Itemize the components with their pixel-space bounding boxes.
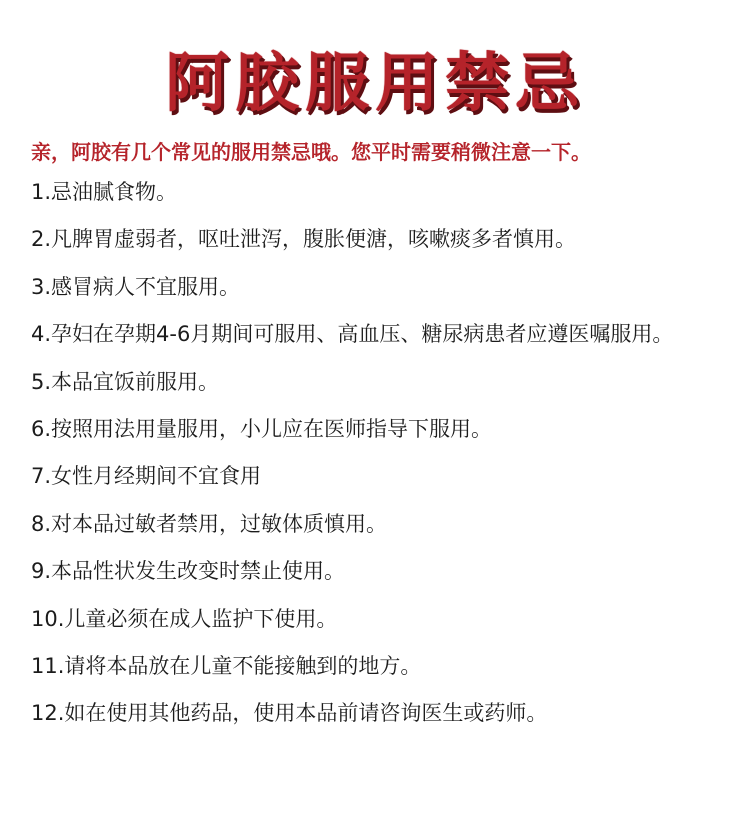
intro-note: 亲，阿胶有几个常见的服用禁忌哦。您平时需要稍微注意一下。 bbox=[31, 140, 591, 164]
rule-item: 12.如在使用其他药品，使用本品前请咨询医生或药师。 bbox=[31, 701, 548, 726]
page-title: 阿胶服用禁忌 bbox=[165, 47, 585, 121]
rule-item: 2.凡脾胃虚弱者，呕吐泄泻，腹胀便溏，咳嗽痰多者慎用。 bbox=[31, 227, 577, 252]
rule-item: 10.儿童必须在成人监护下使用。 bbox=[31, 606, 338, 631]
rule-item: 11.请将本品放在儿童不能接触到的地方。 bbox=[31, 653, 422, 678]
rule-item: 3.感冒病人不宜服用。 bbox=[31, 274, 241, 299]
rule-item: 6.按照用法用量服用，小儿应在医师指导下服用。 bbox=[31, 416, 493, 441]
rule-item: 9.本品性状发生改变时禁止使用。 bbox=[31, 559, 346, 584]
rule-item: 4.孕妇在孕期4-6月期间可服用、高血压、糖尿病患者应遵医嘱服用。 bbox=[31, 322, 674, 347]
rule-item: 1.忌油腻食物。 bbox=[31, 180, 178, 204]
rule-item: 8.对本品过敏者禁用，过敏体质慎用。 bbox=[31, 511, 388, 536]
rules-list bbox=[31, 170, 746, 739]
rule-item: 7.女性月经期间不宜食用 bbox=[31, 464, 262, 489]
rule-item: 5.本品宜饭前服用。 bbox=[31, 369, 220, 394]
